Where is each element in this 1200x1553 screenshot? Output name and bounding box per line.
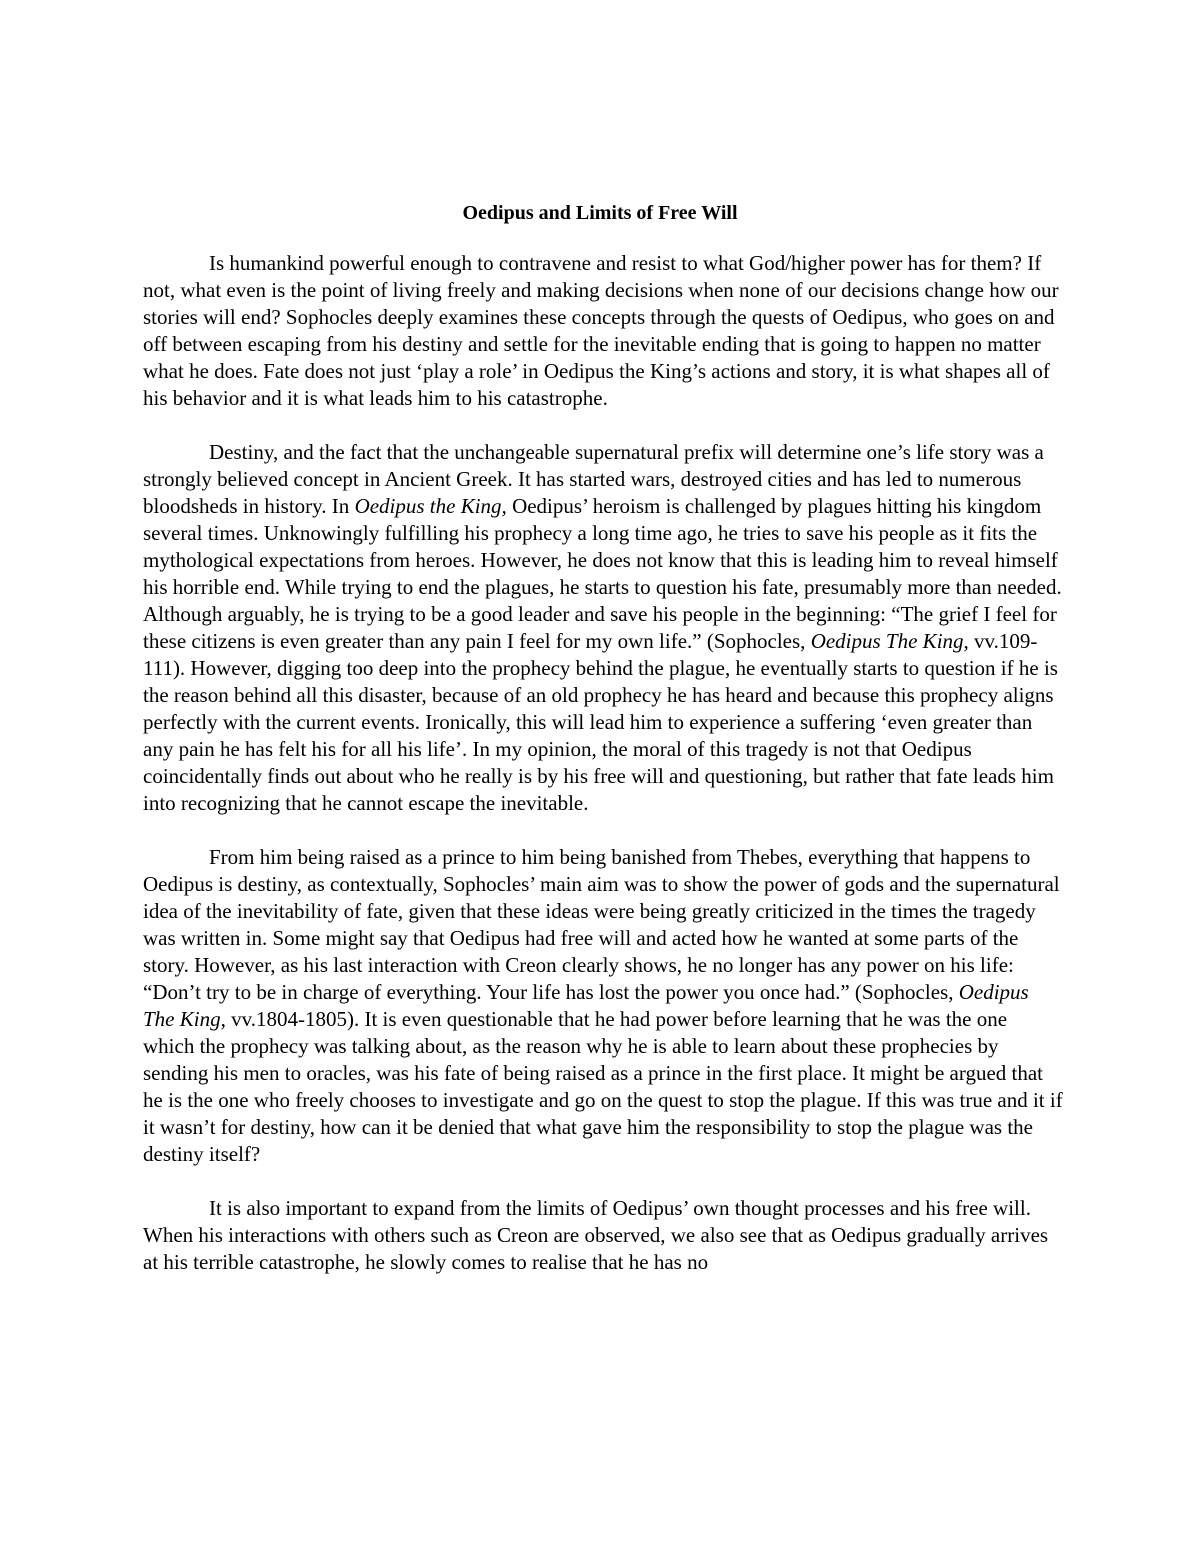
body-paragraph — [143, 844, 1063, 1168]
paragraph-text: , vv.1804-1805). It is even questionable that he had power before learning that he was the one which the prophecy was talking about, as the reason why he is able to learn about these prophecies by sending his men to oracles, was his fate of being raised as a prince in the first place. It might be argued that he is the one who freely chooses to investigate and go on the quest to stop the plague. If this was true and it if it wasn’t for destiny, how can it be denied that what gave him the responsibility to stop the plague was the destiny itself? — [143, 1007, 1063, 1166]
body-paragraph — [143, 1195, 1063, 1276]
document-title: Oedipus and Limits of Free Will — [462, 202, 738, 224]
body-paragraph — [143, 250, 1063, 412]
paragraph-text: It is also important to expand from the limits of Oedipus’ own thought processes and his free will. When his interactions with others such as Creon are observed, we also see that as Oedipus gradually arrives at his terrible catastrophe, he slowly comes to realise that he has no — [143, 1196, 1049, 1274]
italic-work-title: Oedipus The King — [143, 980, 1029, 1031]
document-body — [143, 250, 1063, 1276]
body-paragraph — [143, 439, 1063, 817]
italic-work-title: Oedipus The King — [810, 629, 964, 653]
paragraph-text: Oedipus’ heroism is challenged by plagues hitting his kingdom several times. Unknowingly fulfilling his prophecy a long time ago, he tries to save his people as it fits the mythological expectations from heroes. However, he does not know that this is leading him to reveal himself his horrible end. While trying to end the plagues, he starts to question his fate, presumably more than needed. Although arguably, he is trying to be a good leader and save his people in the beginning: “The grief I feel for these citizens is even greater than any pain I feel for my own life.” (Sophocles, — [143, 494, 1062, 653]
paragraph-text: , vv.109-111). However, digging too deep into the prophecy behind the plague, he eventually starts to question if he is the reason behind all this disaster, because of an old prophecy he has heard and because this prophecy aligns perfectly with the current events. Ironically, this will lead him to experience a suffering ‘even greater than any pain he has felt his for all his life’. In my opinion, the moral of this tragedy is not that Oedipus coincidentally finds out about who he really is by his free will and questioning, but rather that fate leads him into recognizing that he cannot escape the inevitable. — [143, 629, 1058, 815]
paragraph-text: Destiny, and the fact that the unchangeable supernatural prefix will determine one’s life story was a strongly believed concept in Ancient Greek. It has started wars, destroyed cities and has led to numerous bloodsheds in history. In — [143, 440, 1044, 518]
italic-work-title: Oedipus the King, — [354, 494, 507, 518]
paragraph-text: Is humankind powerful enough to contravene and resist to what God/higher power has for them? If not, what even is the point of living freely and making decisions when none of our decisions change how our stories will end? Sophocles deeply examines these concepts through the quests of Oedipus, who goes on and off between escaping from his destiny and settle for the inevitable ending that is going to happen no matter what he does. Fate does not just ‘play a role’ in Oedipus the King’s actions and story, it is what shapes all of his behavior and it is what leads him to his catastrophe. — [143, 251, 1059, 410]
paragraph-text: From him being raised as a prince to him being banished from Thebes, everything that happens to Oedipus is destiny, as contextually, Sophocles’ main aim was to show the power of gods and the supernatural idea of the inevitability of fate, given that these ideas were being greatly criticized in the times the tragedy was written in. Some might say that Oedipus had free will and acted how he wanted at some parts of the story. However, as his last interaction with Creon clearly shows, he no longer has any power on his life: “Don’t try to be in charge of everything. Your life has lost the power you once had.” (Sophocles, — [143, 845, 1060, 1004]
